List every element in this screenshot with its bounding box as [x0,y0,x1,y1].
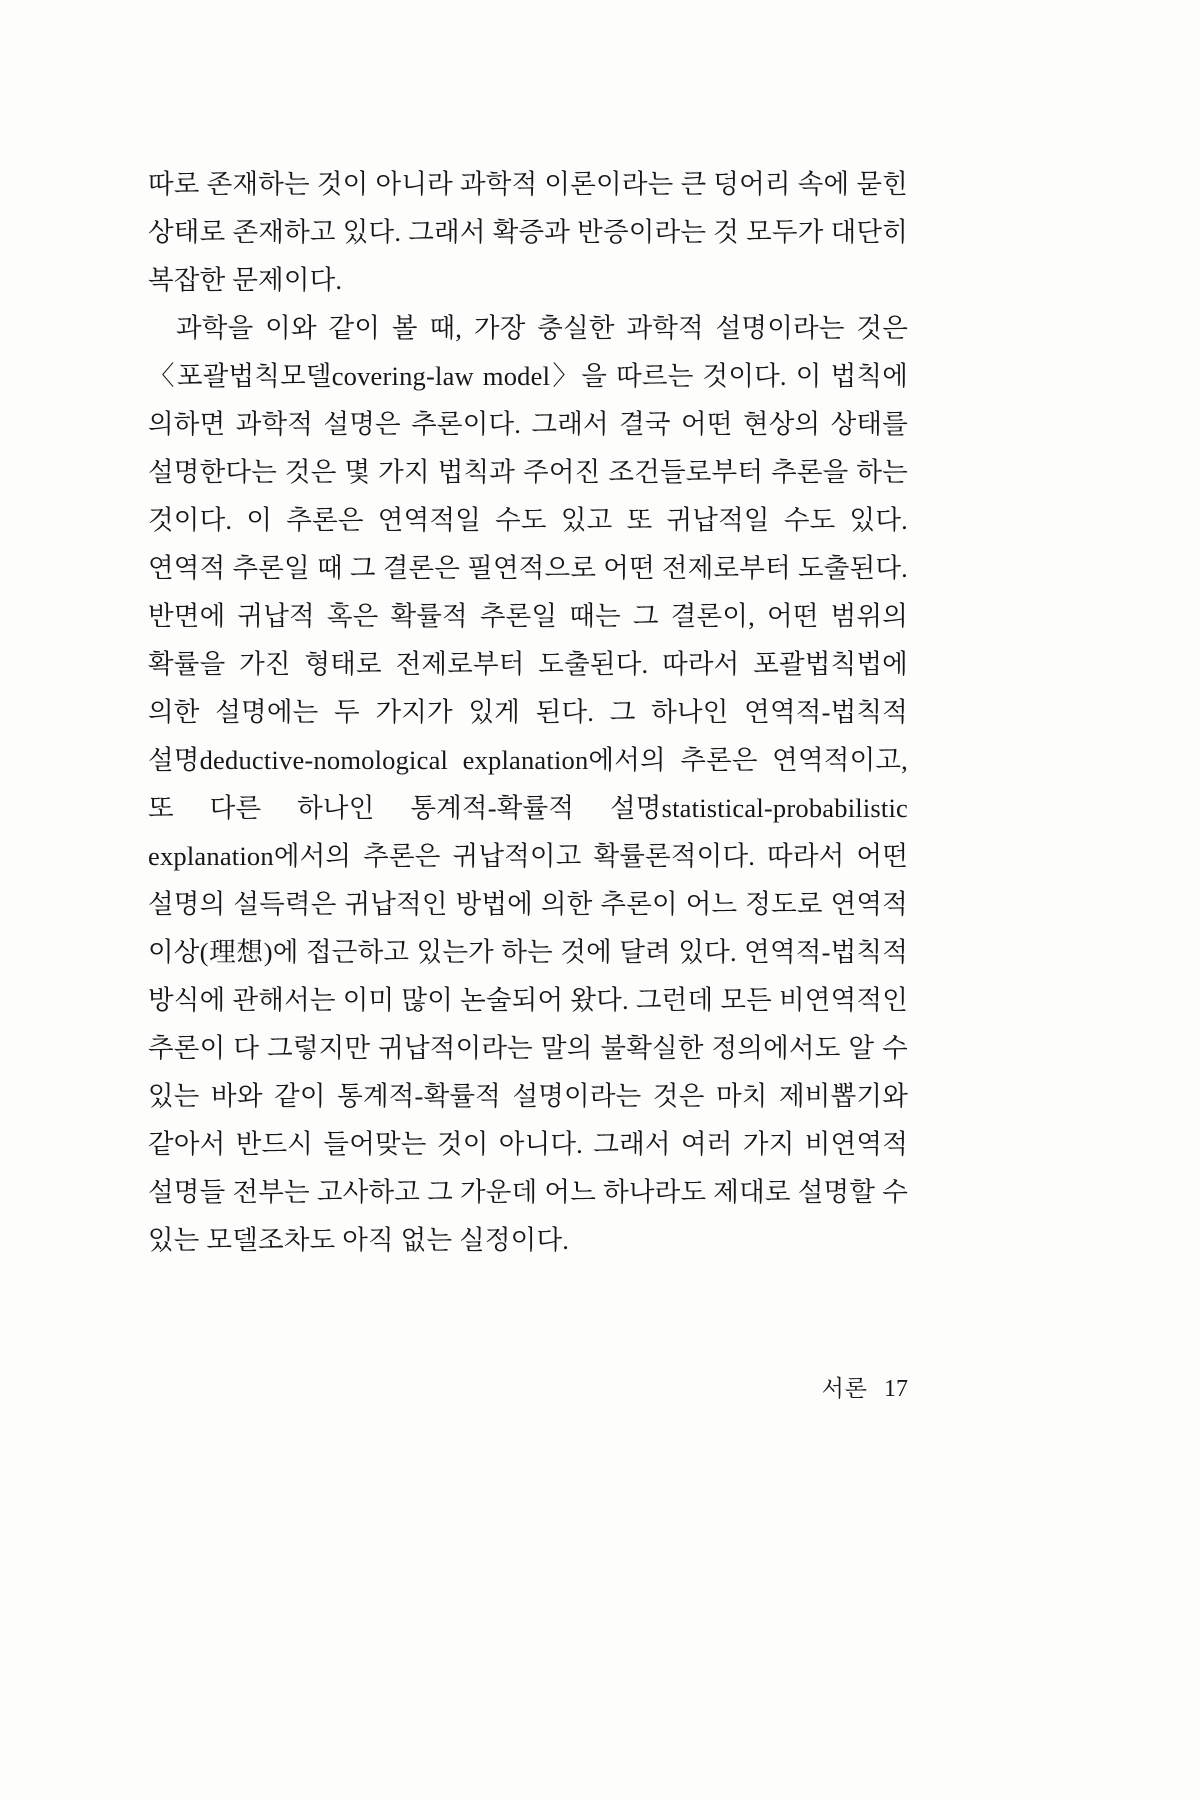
paragraph-1: 따로 존재하는 것이 아니라 과학적 이론이라는 큰 덩어리 속에 묻힌 상태로 존재하고 있다. 그래서 확증과 반증이라는 것 모두가 대단히 복잡한 문제이다. [148,169,908,295]
body-text [148,160,908,1264]
paragraph-2: 과학을 이와 같이 볼 때, 가장 충실한 과학적 설명이라는 것은 〈포괄법칙모델covering-law model〉을 따르는 것이다. 이 법칙에 의하면 과학적 설명은 추론이다. 그래서 결국 어떤 현상의 상태를 설명한다는 것은 몇 가지 법칙과 주어진 조건들로부터 추론을 하는 것이다. 이 추론은 연역적일 수도 있고 또 귀납적일 수도 있다. 연역적 추론일 때 그 결론은 필연적으로 어떤 전제로부터 도출된다. 반면에 귀납적 혹은 확률적 추론일 때는 그 결론이, 어떤 범위의 확률을 가진 형태로 전제로부터 도출된다. 따라서 포괄법칙법에 의한 설명에는 두 가지가 있게 된다. 그 하나인 연역적-법칙적 설명deductive-nomological explanation에서의 추론은 연역적이고, 또 다른 하나인 통계적-확률적 설명statistical-probabilistic explanation에서의 추론은 귀납적이고 확률론적이다. 따라서 어떤 설명의 설득력은 귀납적인 방법에 의한 추론이 어느 정도로 연역적 이상(理想)에 접근하고 있는가 하는 것에 달려 있다. 연역적-법칙적 방식에 관해서는 이미 많이 논술되어 왔다. 그런데 모든 비연역적인 추론이 다 그렇지만 귀납적이라는 말의 불확실한 정의에서도 알 수 있는 바와 같이 통계적-확률적 설명이라는 것은 마치 제비뽑기와 같아서 반드시 들어맞는 것이 아니다. 그래서 여러 가지 비연역적 설명들 전부는 고사하고 그 가운데 어느 하나라도 제대로 설명할 수 있는 모델조차도 아직 없는 실정이다. [148,313,908,1255]
footer-section-label: 서론 [821,1376,868,1401]
footer-page-number: 17 [884,1376,908,1402]
page-footer [148,1370,908,1403]
